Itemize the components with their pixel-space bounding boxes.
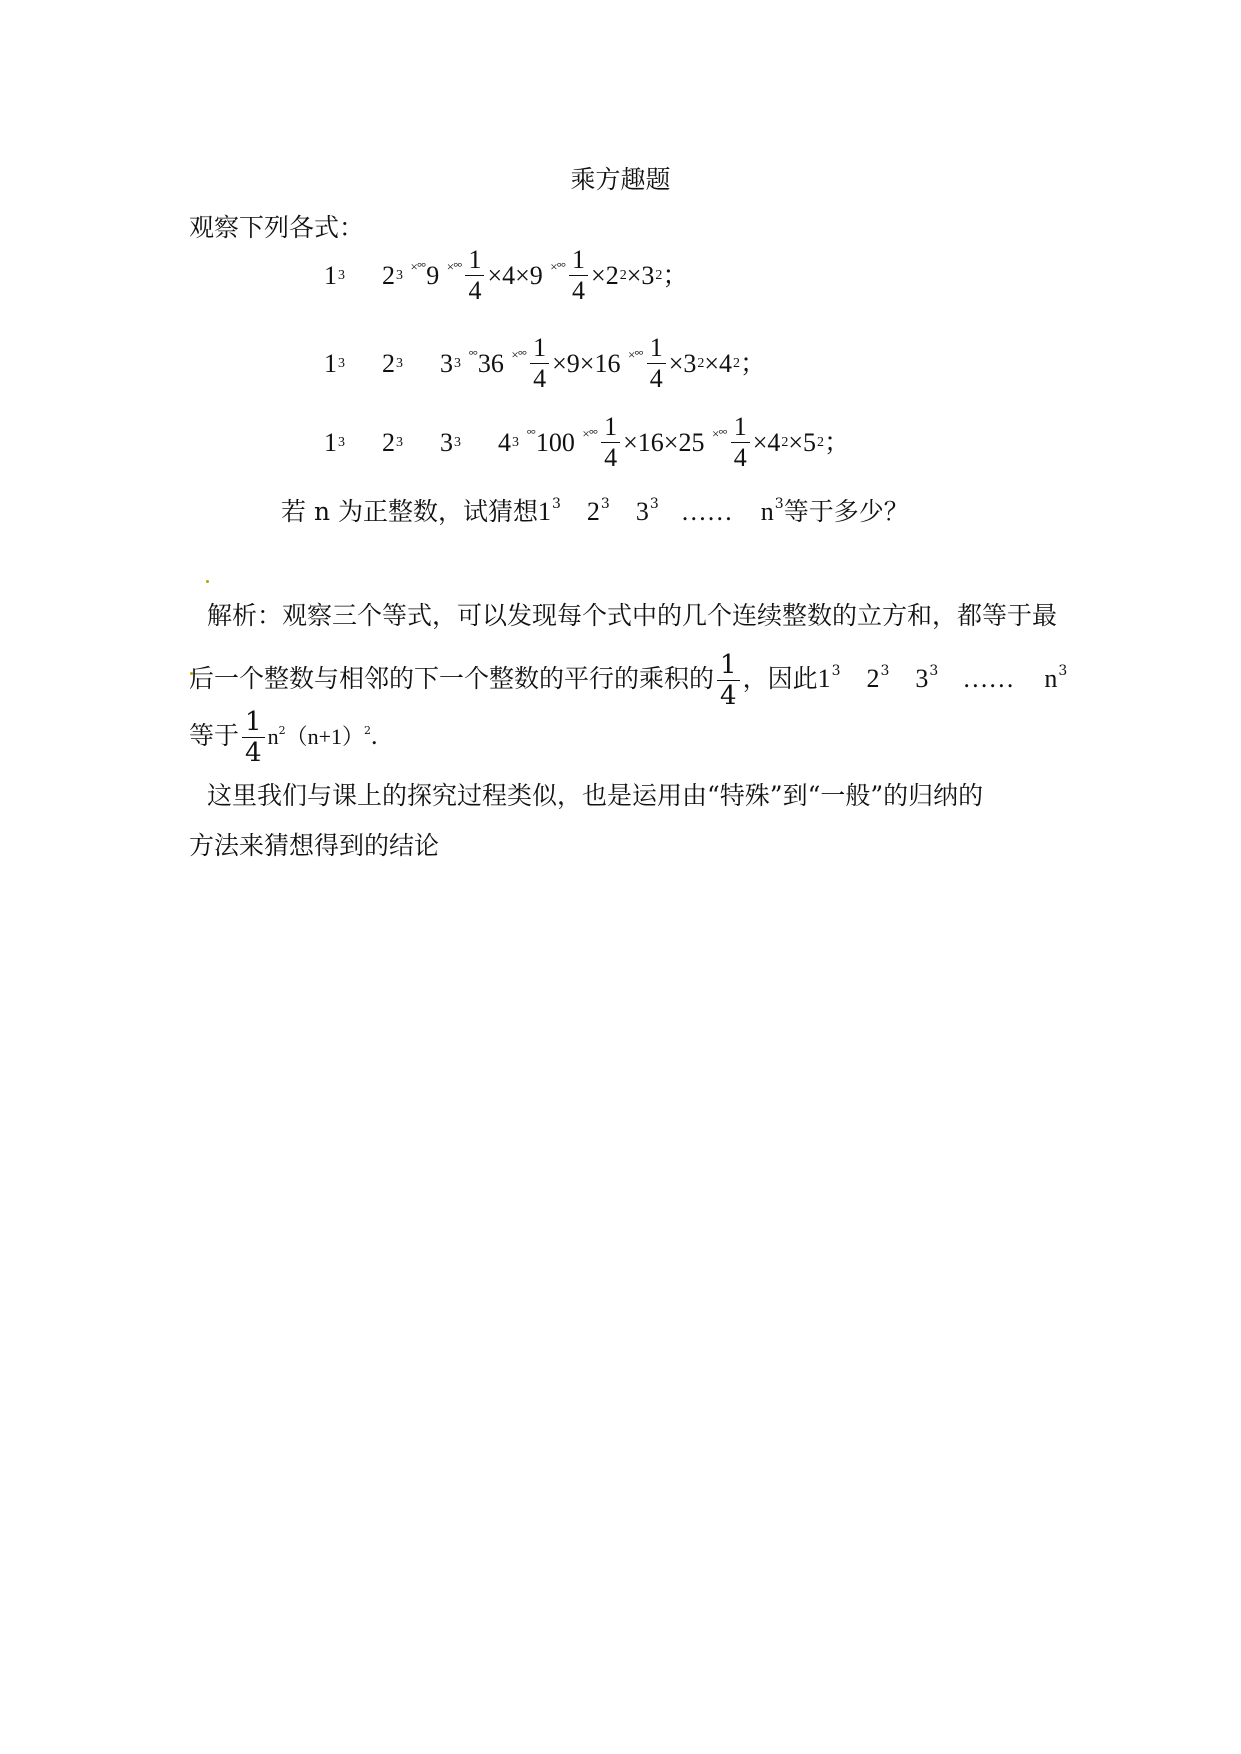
conclusion-line-1: 这里我们与课上的探究过程类似，也是运用由“特殊”到“一般”的归纳的 [207, 781, 984, 810]
fraction-denominator: 4 [649, 364, 663, 393]
equation-2 [324, 333, 766, 394]
term: ×5 [788, 427, 817, 457]
term: 1 [538, 497, 551, 526]
fraction-numerator: 1 [717, 650, 740, 681]
fraction [569, 245, 588, 306]
exponent: 2 [619, 267, 627, 283]
exponent: 3 [338, 267, 345, 283]
term: （n+1） [285, 724, 364, 749]
semicolon: ； [662, 260, 689, 290]
fraction [647, 333, 666, 394]
question-prefix: 若 n 为正整数，试猜想 [281, 497, 538, 526]
exponent: 3 [454, 434, 461, 450]
garbled-symbol: ×°° [627, 347, 643, 363]
fraction-denominator: 4 [533, 364, 547, 393]
term: 1 [324, 427, 337, 457]
exponent: 3 [454, 355, 461, 371]
exponent: 3 [396, 355, 403, 371]
term: 100 [535, 427, 575, 457]
garbled-symbol: ×°° [511, 347, 527, 363]
term: ×2 [591, 260, 619, 290]
fraction-denominator: 4 [468, 276, 482, 305]
fraction-denominator: 4 [572, 276, 586, 305]
term: 1 [324, 260, 337, 290]
term: 3 [440, 427, 453, 457]
document-title: 乘方趣题 [570, 165, 671, 194]
term: n [267, 724, 279, 749]
fraction-denominator: 4 [720, 681, 737, 711]
exponent: 3 [1058, 663, 1068, 679]
analysis-line-1: 解析：观察三个等式，可以发现每个式中的几个连续整数的立方和，都等于最 [207, 601, 1058, 630]
exponent: 3 [512, 434, 519, 450]
term: 3 [440, 348, 453, 378]
fraction-numerator: 1 [569, 245, 588, 276]
exponent: 2 [278, 724, 286, 737]
analysis-line-3 [189, 707, 377, 768]
term: 2 [866, 664, 880, 693]
garbled-symbol: ×°° [410, 259, 426, 275]
equation-3 [324, 412, 850, 473]
intro-text: 观察下列各式： [189, 213, 365, 242]
fraction-denominator: 4 [733, 443, 747, 472]
term: 3 [635, 497, 649, 526]
exponent: 3 [774, 496, 784, 512]
term: ×16×25 [623, 427, 705, 457]
term: 2 [586, 497, 600, 526]
term: 1 [817, 664, 831, 693]
term: ×3 [626, 260, 655, 290]
exponent: 2 [781, 434, 789, 450]
period: . [370, 721, 378, 750]
exponent: 3 [396, 434, 403, 450]
fraction [465, 245, 484, 306]
garbled-symbol: °° [526, 426, 535, 442]
term: 36 [477, 348, 504, 378]
garbled-symbol: ×°° [446, 259, 462, 275]
term: 2 [382, 348, 395, 378]
semicolon: ； [740, 348, 767, 378]
ellipsis: …… [680, 497, 733, 526]
fraction-numerator: 1 [731, 412, 750, 443]
conclusion-line-2: 方法来猜想得到的结论 [189, 831, 440, 860]
fraction [731, 412, 750, 473]
term: ×4 [704, 348, 733, 378]
exponent: 3 [552, 496, 561, 512]
garbled-symbol: °° [468, 347, 477, 363]
fraction [242, 707, 265, 768]
exponent: 2 [363, 724, 371, 737]
exponent: 3 [396, 267, 403, 283]
analysis-line-2 [189, 650, 1067, 711]
fraction-denominator: 4 [604, 443, 618, 472]
fraction [530, 333, 549, 394]
analysis-text: 后一个整数与相邻的下一个整数的平行的乘积的 [189, 664, 715, 693]
term: ×4×9 [487, 260, 543, 290]
exponent: 3 [600, 496, 610, 512]
fraction-numerator: 1 [242, 707, 265, 738]
exponent: 2 [697, 355, 705, 371]
exponent: 3 [338, 355, 345, 371]
fraction-denominator: 4 [245, 738, 262, 768]
term: n [760, 497, 774, 526]
term: ×9×16 [552, 348, 621, 378]
ellipsis: …… [962, 664, 1015, 693]
exponent: 3 [929, 663, 939, 679]
garbled-symbol: ×°° [711, 426, 727, 442]
term: 3 [915, 664, 929, 693]
question-line [281, 492, 909, 528]
term: 4 [498, 427, 511, 457]
stray-mark [206, 580, 209, 583]
exponent: 3 [649, 496, 659, 512]
fraction [717, 650, 740, 711]
garbled-symbol: ×°° [550, 259, 566, 275]
exponent: 3 [831, 663, 841, 679]
fraction-numerator: 1 [647, 333, 666, 364]
fraction [601, 412, 620, 473]
exponent: 2 [817, 434, 825, 450]
term: n [1044, 664, 1058, 693]
exponent: 2 [733, 355, 741, 371]
term: ×3 [668, 348, 697, 378]
term: ×4 [752, 427, 781, 457]
analysis-text: 等于 [189, 721, 240, 750]
semicolon: ； [824, 427, 851, 457]
fraction-numerator: 1 [530, 333, 549, 364]
equation-1 [324, 245, 688, 306]
exponent: 3 [338, 434, 345, 450]
fraction-numerator: 1 [465, 245, 484, 276]
analysis-text: ，因此 [742, 664, 818, 693]
term: 2 [382, 427, 395, 457]
term: 9 [426, 260, 440, 290]
exponent: 2 [655, 267, 663, 283]
exponent: 3 [880, 663, 890, 679]
term: 2 [382, 260, 395, 290]
fraction-numerator: 1 [601, 412, 620, 443]
question-suffix: 等于多少？ [783, 497, 909, 526]
garbled-symbol: ×°° [582, 426, 598, 442]
term: 1 [324, 348, 337, 378]
